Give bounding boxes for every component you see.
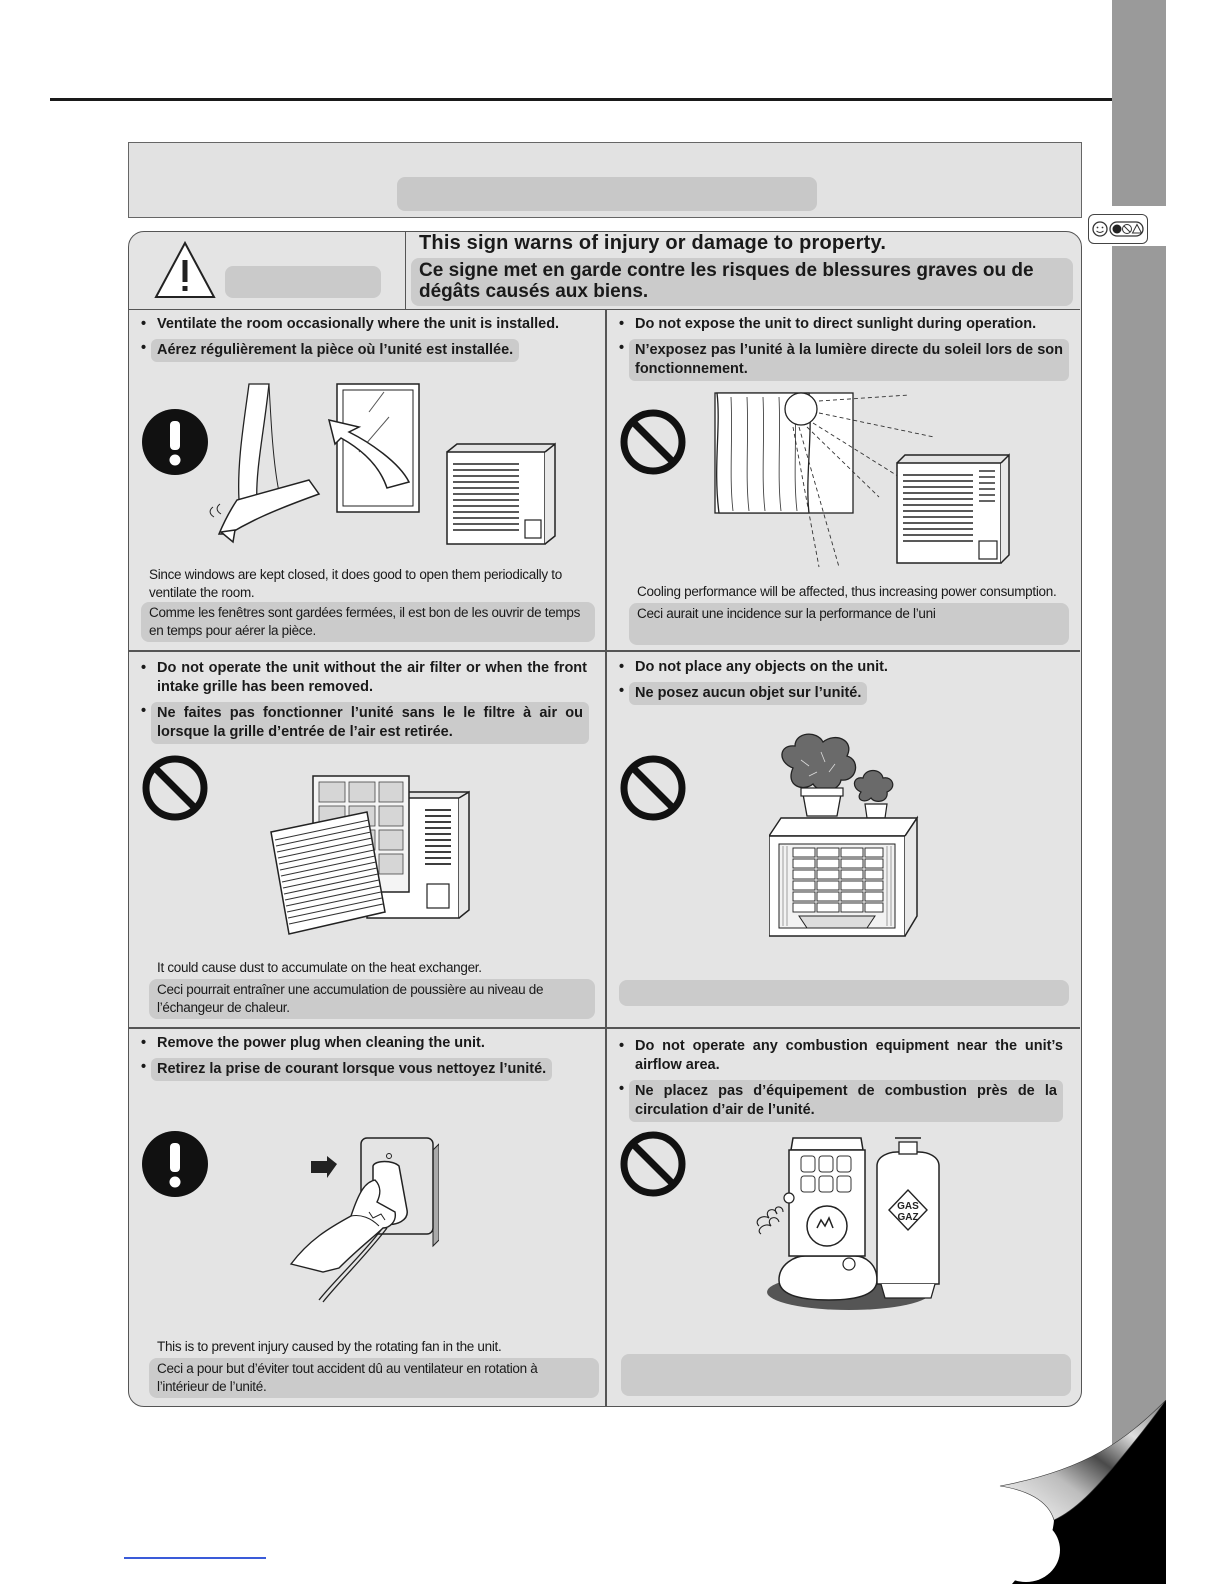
footer-link-underline[interactable] xyxy=(124,1557,266,1559)
sunlight-instruction-fr: • N’exposez pas l’unité à la lumière directe du soleil lors de son fonctionnement. xyxy=(617,339,1069,381)
objects-note-placeholder xyxy=(619,980,1069,1006)
ventilate-note-fr: Comme les fenêtres sont gardées fermées, il est bon de les ouvrir de temps en temps pour aérer la pièce. xyxy=(141,602,595,642)
warning-text-fr: Ce signe met en garde contre les risques de blessures graves ou de dégâts causés aux biens. xyxy=(411,258,1073,306)
side-tab xyxy=(1112,0,1166,206)
gaz-label: GAZ xyxy=(897,1212,919,1223)
warning-header xyxy=(129,232,1080,310)
objects-on-unit-illustration xyxy=(769,732,929,942)
combustion-instruction-fr: • Ne placez pas d’équipement de combustion près de la circulation d’air de l’unité. xyxy=(617,1080,1063,1122)
row-divider xyxy=(129,650,1080,652)
section-header-box xyxy=(128,142,1082,218)
air-filter-illustration xyxy=(267,772,477,942)
page-curl-graphic xyxy=(996,1400,1166,1584)
objects-instruction-fr: • Ne posez aucun objet sur l’unité. xyxy=(617,682,1069,705)
sunlight-instruction-en: • Do not expose the unit to direct sunlight during operation. xyxy=(617,315,1069,334)
safety-symbols-icon xyxy=(1090,217,1146,241)
combustion-instruction-en: • Do not operate any combustion equipment near the unit’s airflow area. xyxy=(617,1037,1063,1075)
warning-symbol-cell xyxy=(129,232,406,309)
section-title-placeholder xyxy=(397,177,817,211)
sunlight-illustration xyxy=(709,387,1029,577)
section-badge xyxy=(1088,214,1148,244)
mandatory-icon xyxy=(141,1130,209,1198)
prohibited-icon xyxy=(619,408,687,476)
combustion-equipment-illustration xyxy=(749,1130,949,1312)
prohibited-icon xyxy=(619,1130,687,1198)
warning-panel xyxy=(128,231,1082,1407)
window-ventilation-illustration xyxy=(209,382,569,552)
top-rule xyxy=(50,98,1112,101)
prohibited-icon xyxy=(619,754,687,822)
plug-instruction-en: • Remove the power plug when cleaning the unit. xyxy=(139,1034,589,1053)
column-divider xyxy=(605,309,607,1407)
sunlight-note-fr: Ceci aurait une incidence sur la performance de l’uni xyxy=(629,603,1069,645)
filter-note-en: It could cause dust to accumulate on the heat exchanger. xyxy=(157,960,482,975)
plug-instruction-fr: • Retirez la prise de courant lorsque vous nettoyez l’unité. xyxy=(139,1058,589,1081)
filter-instruction-fr: • Ne faites pas fonctionner l’unité sans le le filtre à air ou lorsque la grille d’entrée de l’air est retirée. xyxy=(139,702,589,744)
ventilate-instruction-fr: • Aérez régulièrement la pièce où l’unité est installée. xyxy=(139,339,589,362)
objects-instruction-en: • Do not place any objects on the unit. xyxy=(617,658,1069,677)
row-divider xyxy=(129,1027,1080,1029)
warning-text-en: This sign warns of injury or damage to property. xyxy=(419,232,887,254)
warning-triangle-icon xyxy=(153,240,217,300)
gas-label: GAS xyxy=(897,1201,919,1212)
side-tab-lower xyxy=(1112,246,1166,1584)
combustion-note-placeholder xyxy=(621,1354,1071,1396)
ventilate-instruction-en: • Ventilate the room occasionally where the unit is installed. xyxy=(139,315,589,334)
plug-note-en: This is to prevent injury caused by the rotating fan in the unit. xyxy=(157,1339,502,1354)
power-plug-illustration xyxy=(289,1132,439,1308)
mandatory-icon xyxy=(141,408,209,476)
prohibited-icon xyxy=(141,754,209,822)
warning-label-placeholder xyxy=(225,266,381,298)
ventilate-note-en: Since windows are kept closed, it does good to open them periodically to ventilate the room. xyxy=(149,567,562,600)
filter-note-fr: Ceci pourrait entraîner une accumulation de poussière au niveau de l’échangeur de chaleur. xyxy=(149,979,595,1019)
sunlight-note-en: Cooling performance will be affected, thus increasing power consumption. xyxy=(637,584,1057,599)
plug-note-fr: Ceci a pour but d’éviter tout accident dû au ventilateur en rotation à l’intérieur de l’unité. xyxy=(149,1358,599,1398)
filter-instruction-en: • Do not operate the unit without the air filter or when the front intake grille has been removed. xyxy=(139,659,587,697)
